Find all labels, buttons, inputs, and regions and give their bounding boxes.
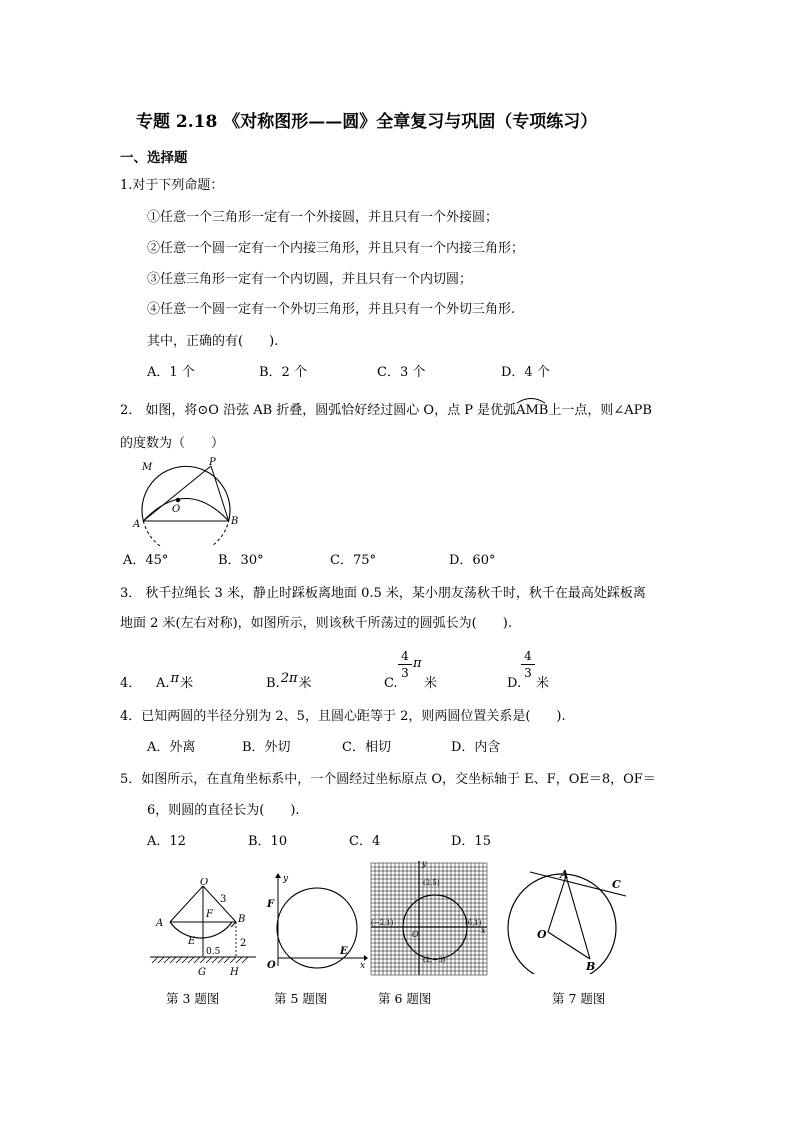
fig7-label-b: B [586,960,596,973]
fig5-caption: 第 5 题图 [274,991,328,1006]
q2-stem-a: 2． 如图，将⊙O 沿弦 AB 折叠，圆弧恰好经过圆心 O，点 P 是优弧 [120,403,517,418]
fig3-label-a: A [156,918,164,929]
q3-option-d-unit: 米 [536,676,550,691]
q2-label-o: O [172,504,181,515]
q2-option-c: C．75° [330,553,376,568]
fig6-label-p4: (2,−3) [423,956,446,964]
fig3-label-b: B [238,914,246,925]
q5-option-b: B．10 [248,834,288,849]
fig3-label-o: O [200,878,209,888]
q3-option-d-denominator: 3 [524,666,532,680]
fig6-label-p3: (6,1) [465,919,482,927]
fig7-label-a: A [560,868,569,881]
q2-option-a: A．45° [123,553,169,568]
q3-option-c-prefix: C. [384,676,398,691]
q3-option-c-pi: π [413,656,422,671]
q4-stem: 4．已知两圆的半径分别为 2、5，且圆心距等于 2，则两圆位置关系是( ). [120,709,566,724]
q5-option-a: A．12 [147,834,186,849]
q4-option-b: B．外切 [242,740,291,755]
fig6-label-x: x [481,926,486,935]
fig5-label-o: O [267,960,276,971]
section-heading: 一、选择题 [120,150,188,166]
q3-line-1: 3． 秋千拉绳长 3 米，静止时踩板离地面 0.5 米，某小朋友荡秋千时，秋千在最高处踩板离 [120,586,646,601]
fig3-label-g: G [198,967,206,978]
q2-label-m: M [142,462,153,473]
q2-label-b: B [231,516,239,527]
q2-arc-label [516,403,548,419]
q3-option-c-denominator: 3 [401,666,409,680]
fig6-diagram [369,859,491,977]
q1-option-a: A．1 个 [147,365,195,380]
fig3-label-2: 2 [240,938,247,949]
q2-arc-text: AMB [516,403,549,418]
q2-option-b: B．30° [218,553,264,568]
q3-option-a-prefix: A. [156,676,170,691]
fig6-label-p2: (−2,1) [371,919,394,927]
fig3-label-3: 3 [220,894,227,905]
fig5-label-e: E [340,946,348,957]
fig6-caption: 第 6 题图 [378,991,432,1006]
fig3-caption: 第 3 题图 [166,991,220,1006]
fig5-label-y: y [283,874,289,884]
fig5-label-x: x [360,961,366,971]
fig3-label-h: H [230,967,239,978]
fig3-diagram [148,878,260,978]
q1-option-c: C．3 个 [377,365,426,380]
fig5-label-f: F [267,899,275,910]
q3-option-a-unit: 米 [180,676,194,691]
q2-stem-c: 的度数为（ ） [120,436,225,451]
q3-line-2: 地面 2 米(左右对称)，如图所示，则该秋千所荡过的圆弧长为( ). [120,616,512,631]
fig7-label-o: O [537,928,547,941]
q5-option-d: D．15 [451,834,491,849]
q3-options-number: 4． [120,676,142,691]
q3-option-a-pi: π [170,671,180,686]
q2-label-a: A [133,519,141,530]
q4-option-a: A．外离 [147,740,196,755]
q3-option-c-unit: 米 [424,676,438,691]
q1-item-1: ①任意一个三角形一定有一个外接圆，并且只有一个外接圆； [147,210,499,225]
fig3-label-05: 0.5 [206,947,221,957]
fig7-label-c: C [612,878,621,891]
q3-option-b-unit: 米 [298,676,312,691]
fig6-label-p1: (2,5) [423,879,440,887]
fig3-label-f: F [206,909,213,920]
q2-label-p: P [209,457,216,468]
fig6-label-o: O [412,930,419,939]
q3-option-c-fraction-bar [398,664,412,665]
q3-option-b [266,671,312,692]
q3-option-b-prefix: B. [266,676,280,691]
q3-option-a [156,671,194,692]
q1-stem: 1.对于下列命题： [120,178,224,193]
fig5-diagram [264,872,370,972]
q2-stem [120,403,652,419]
q3-option-d-fraction-bar [521,664,535,665]
q5-line-2: 6，则圆的直径长为( ). [147,803,300,818]
q3-option-b-2pi: 2π [280,671,298,686]
q4-option-c: C．相切 [342,740,391,755]
q4-option-d: D．内含 [451,740,501,755]
q1-ask: 其中，正确的有( ). [147,334,279,349]
page-title: 专题 2.18 《对称图形——圆》全章复习与巩固（专项练习） [136,112,598,132]
q2-option-d: D．60° [449,553,496,568]
fig6-label-y: y [422,859,427,868]
q1-item-3: ③任意三角形一定有一个内切圆，并且只有一个内切圆； [147,272,473,287]
q3-option-d-prefix: D. [507,676,522,691]
q5-line-1: 5．如图所示，在直角坐标系中，一个圆经过坐标原点 O，交坐标轴于 E、F，OE＝8，OF＝ [120,772,656,787]
fig7-diagram [500,866,632,974]
q2-figure [132,456,242,546]
q2-stem-b: 上一点，则∠APB [548,403,652,418]
arc-symbol-icon [516,396,546,404]
q1-option-d: D．4 个 [501,365,550,380]
q1-item-2: ②任意一个圆一定有一个内接三角形，并且只有一个内接三角形； [147,241,525,256]
q3-option-d-numerator: 4 [524,649,532,663]
q5-option-c: C．4 [349,834,381,849]
q3-option-c-numerator: 4 [401,649,409,663]
q1-item-4: ④任意一个圆一定有一个外切三角形，并且只有一个外切三角形. [147,302,516,317]
fig7-caption: 第 7 题图 [552,991,606,1006]
q1-option-b: B．2 个 [259,365,307,380]
fig3-label-e: E [188,936,196,947]
